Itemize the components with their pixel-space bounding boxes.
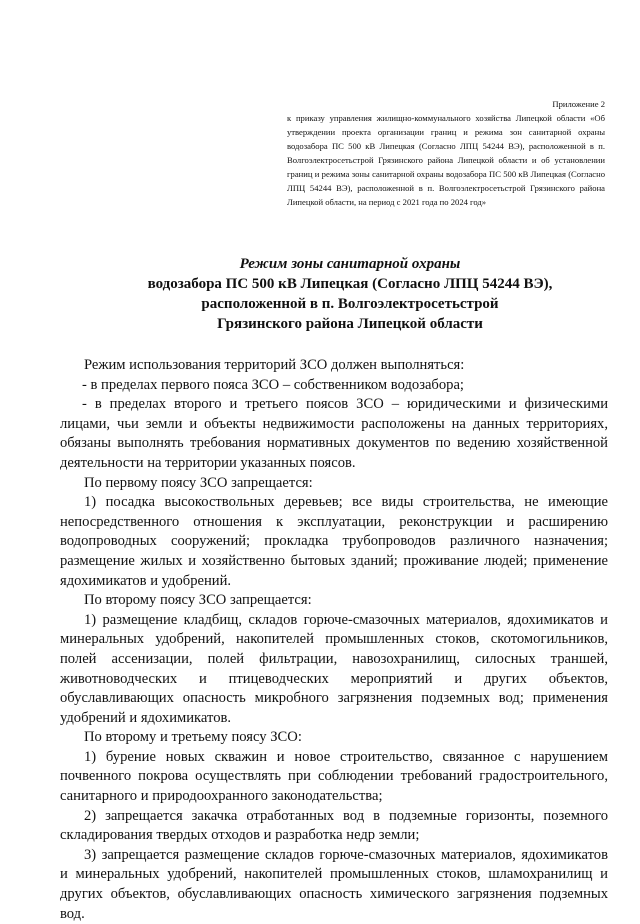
paragraph-first-zone-heading: По первому поясу ЗСО запрещается: — [84, 474, 313, 491]
paragraph-second-zone-item-1: 1) размещение кладбищ, складов горюче-смазочных материалов, ядохимикатов и минеральных удобрений, накопителей промышленных стоков, скотомогильников, полей ассенизации, полей фильтрации, навозохранилищ, силосных траншей, животноводческих и птицеводческих мероприятий и других объектов, обуславливающих опасность микробного загрязнения подземных вод; применения удобрений и ядохимикатов. — [60, 611, 608, 726]
paragraph-second-third-zone-parties: - в пределах второго и третьего поясов ЗСО – юридическими и физическими лицами, чьи земли и объекты недвижимости расположены на данных территориях, обязаны выполнять требования нормативных документов по ведению хозяйственной деятельности на территории указанных поясов. — [60, 396, 608, 471]
title-line-1: Режим зоны санитарной охраны — [239, 256, 461, 272]
title-line-3: расположенной в п. Волгоэлектросетьстрой — [201, 296, 499, 312]
document-body — [60, 356, 608, 924]
paragraph-second-third-zone-item-3: 3) запрещается размещение складов горюче-смазочных материалов, ядохимикатов и минеральных удобрений, накопителей промышленных стоков, шламохранилищ и других объектов, обуславливающих опасность химического загрязнения подземных вод. — [60, 846, 608, 922]
title-line-2: водозабора ПС 500 кВ Липецкая (Согласно ЛПЦ 54244 ВЭ), — [147, 276, 553, 292]
title-line-4: Грязинского района Липецкой области — [217, 316, 483, 332]
paragraph-intro: Режим использования территорий ЗСО должен выполняться: — [84, 357, 465, 373]
paragraph-second-third-zone-heading: По второму и третьему поясу ЗСО: — [84, 729, 302, 746]
paragraph-second-zone-heading: По второму поясу ЗСО запрещается: — [84, 592, 312, 609]
appendix-text: к приказу управления жилищно-коммунального хозяйства Липецкой области «Об утверждении проекта организации границ и режима зон санитарной охраны водозабора ПС 500 кВ Липецкая (Согласно ЛПЦ 54244 ВЭ), расположенной в п. Волгоэлектросетьстрой Грязинского района Липецкой области и об установлении границ и режима зоны санитарной охраны водозабора ПС 500 кВ Липецкая (Согласно ЛПЦ 54244 ВЭ), расположенной в п. Волгоэлектросетьстрой Грязинского района Липецкой области, на период с 2021 года по 2024 год» — [287, 113, 605, 207]
appendix-header — [287, 97, 605, 209]
paragraph-first-zone-owner: - в пределах первого пояса ЗСО – собственником водозабора; — [82, 376, 464, 393]
paragraph-second-third-zone-item-2: 2) запрещается закачка отработанных вод в подземные горизонты, поземного складирования твердых отходов и разработка недр земли; — [60, 807, 608, 844]
paragraph-second-third-zone-item-1: 1) бурение новых скважин и новое строительство, связанное с нарушением почвенного покрова осуществлять при соблюдении требований градостроительного, санитарного и природоохранного законодательства; — [60, 748, 608, 805]
document-title — [60, 254, 640, 334]
appendix-title: Приложение 2 — [552, 99, 605, 109]
paragraph-first-zone-item-1: 1) посадка высокоствольных деревьев; все виды строительства, не имеющие непосредственного отношения к эксплуатации, реконструкции и расширению водопроводных сооружений; прокладка трубопроводов различного назначения; размещение жилых и хозяйственно бытовых зданий; проживание людей; применение ядохимикатов и удобрений. — [60, 494, 608, 589]
